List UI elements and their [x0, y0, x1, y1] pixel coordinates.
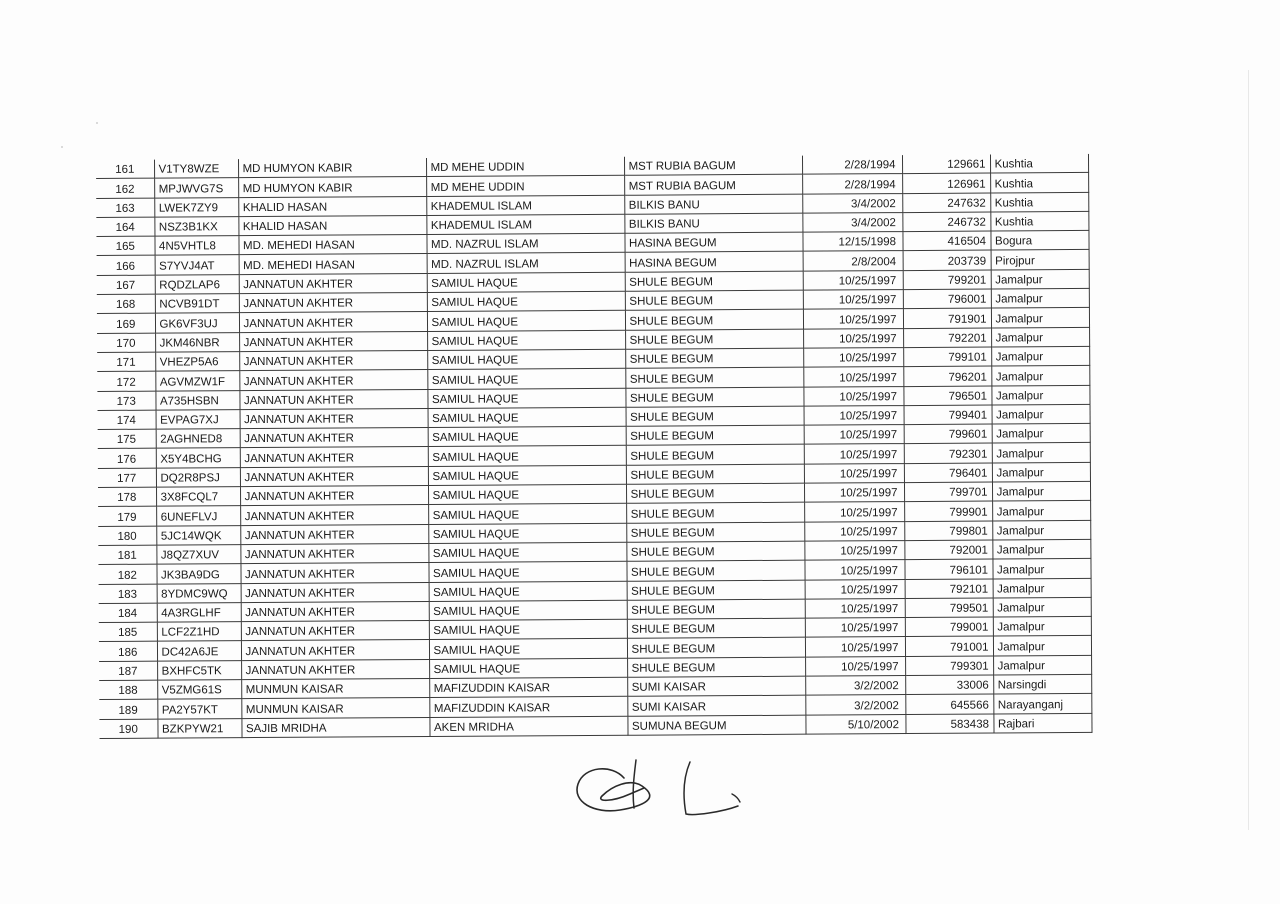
name-cell: SAJIB MRIDHA [241, 717, 429, 737]
district-cell: Jamalpur [993, 617, 1091, 637]
dob-cell: 10/25/1997 [805, 579, 905, 599]
code-cell: 8YDMC9WQ [157, 583, 241, 603]
district-cell: Jamalpur [991, 289, 1089, 309]
district-cell: Jamalpur [993, 655, 1091, 675]
mother-name-cell: SHULE BEGUM [626, 425, 804, 445]
father-name-cell: SAMIUL HAQUE [427, 330, 625, 351]
father-name-cell: MD. NAZRUL ISLAM [427, 253, 625, 274]
records-table-wrapper [96, 154, 1092, 739]
serial-cell: 165 [96, 236, 154, 256]
number-cell: 791001 [905, 636, 993, 656]
father-name-cell: SAMIUL HAQUE [428, 407, 626, 428]
father-name-cell: SAMIUL HAQUE [428, 484, 626, 505]
scan-edge-line [1248, 70, 1249, 830]
code-cell: V1TY8WZE [154, 159, 238, 178]
father-name-cell: SAMIUL HAQUE [427, 311, 625, 332]
serial-cell: 172 [97, 371, 155, 391]
number-cell: 796501 [903, 386, 991, 406]
dob-cell: 10/25/1997 [803, 328, 903, 348]
code-cell: GK6VF3UJ [155, 313, 239, 333]
district-cell: Jamalpur [991, 346, 1089, 366]
father-name-cell: SAMIUL HAQUE [428, 446, 626, 467]
serial-cell: 176 [98, 449, 156, 469]
serial-cell: 177 [98, 468, 156, 488]
name-cell: JANNATUN AKHTER [239, 370, 427, 390]
number-cell: 799301 [905, 656, 993, 676]
serial-cell: 187 [99, 661, 157, 681]
district-cell: Kushtia [990, 173, 1088, 193]
mother-name-cell: SUMI KAISAR [627, 676, 805, 696]
name-cell: JANNATUN AKHTER [240, 408, 428, 428]
dob-cell: 2/28/1994 [802, 155, 902, 174]
name-cell: JANNATUN AKHTER [240, 563, 428, 583]
code-cell: LWEK7ZY9 [154, 197, 238, 217]
father-name-cell: KHADEMUL ISLAM [426, 195, 624, 216]
district-cell: Jamalpur [992, 501, 1090, 521]
name-cell: JANNATUN AKHTER [240, 505, 428, 525]
mother-name-cell: SHULE BEGUM [627, 599, 805, 619]
mother-name-cell: MST RUBIA BAGUM [624, 156, 802, 176]
name-cell: JANNATUN AKHTER [239, 350, 427, 370]
mother-name-cell: HASINA BEGUM [624, 232, 802, 252]
code-cell: 2AGHNED8 [156, 429, 240, 449]
father-name-cell: MD MEHE UDDIN [426, 176, 624, 197]
scan-speck [96, 122, 98, 124]
name-cell: JANNATUN AKHTER [239, 312, 427, 332]
dob-cell: 10/25/1997 [803, 309, 903, 329]
mother-name-cell: SHULE BEGUM [625, 290, 803, 310]
dob-cell: 2/8/2004 [803, 251, 903, 271]
mother-name-cell: BILKIS BANU [624, 194, 802, 214]
dob-cell: 10/25/1997 [804, 521, 904, 541]
father-name-cell: SAMIUL HAQUE [427, 291, 625, 312]
number-cell: 791901 [903, 308, 991, 328]
number-cell: 799601 [904, 424, 992, 444]
dob-cell: 3/4/2002 [802, 212, 902, 232]
district-cell: Jamalpur [991, 385, 1089, 405]
mother-name-cell: SHULE BEGUM [626, 406, 804, 426]
number-cell: 799901 [904, 501, 992, 521]
district-cell: Jamalpur [991, 366, 1089, 386]
number-cell: 792001 [904, 540, 992, 560]
code-cell: PA2Y57KT [157, 699, 241, 719]
name-cell: JANNATUN AKHTER [241, 640, 429, 660]
code-cell: NSZ3B1KX [154, 217, 238, 237]
name-cell: MD HUMYON KABIR [238, 158, 426, 178]
code-cell: 5JC14WQK [156, 525, 240, 545]
mother-name-cell: SHULE BEGUM [627, 618, 805, 638]
name-cell: JANNATUN AKHTER [240, 524, 428, 544]
name-cell: MD. MEHEDI HASAN [239, 254, 427, 274]
code-cell: DC42A6JE [157, 641, 241, 661]
number-cell: 796401 [904, 463, 992, 483]
district-cell: Rajbari [993, 713, 1091, 733]
number-cell: 792101 [905, 579, 993, 599]
serial-cell: 170 [97, 333, 155, 353]
code-cell: V5ZMG61S [157, 680, 241, 700]
number-cell: 583438 [905, 714, 993, 734]
district-cell: Jamalpur [992, 404, 1090, 424]
mother-name-cell: SHULE BEGUM [625, 310, 803, 330]
mother-name-cell: SHULE BEGUM [625, 329, 803, 349]
number-cell: 799001 [905, 617, 993, 637]
mother-name-cell: BILKIS BANU [624, 213, 802, 233]
number-cell: 799401 [904, 405, 992, 425]
dob-cell: 10/25/1997 [805, 656, 905, 676]
serial-cell: 173 [97, 391, 155, 411]
father-name-cell: SAMIUL HAQUE [429, 600, 627, 621]
name-cell: MUNMUN KAISAR [241, 678, 429, 698]
number-cell: 129661 [902, 155, 990, 174]
mother-name-cell: SUMUNA BEGUM [627, 715, 805, 735]
number-cell: 33006 [905, 675, 993, 695]
serial-cell: 162 [96, 178, 154, 198]
number-cell: 416504 [902, 231, 990, 251]
serial-cell: 189 [99, 699, 157, 719]
dob-cell: 10/25/1997 [803, 367, 903, 387]
father-name-cell: MAFIZUDDIN KAISAR [429, 697, 627, 718]
name-cell: MD. MEHEDI HASAN [238, 235, 426, 255]
serial-cell: 171 [97, 352, 155, 372]
name-cell: JANNATUN AKHTER [239, 273, 427, 293]
number-cell: 796201 [903, 366, 991, 386]
name-cell: MD HUMYON KABIR [238, 177, 426, 197]
district-cell: Pirojpur [991, 250, 1089, 270]
serial-cell: 163 [96, 198, 154, 218]
father-name-cell: SAMIUL HAQUE [427, 388, 625, 409]
mother-name-cell: SHULE BEGUM [626, 541, 804, 561]
code-cell: 4A3RGLHF [157, 602, 241, 622]
name-cell: JANNATUN AKHTER [240, 486, 428, 506]
district-cell: Jamalpur [992, 539, 1090, 559]
name-cell: JANNATUN AKHTER [241, 621, 429, 641]
dob-cell: 3/4/2002 [802, 193, 902, 213]
serial-cell: 178 [98, 487, 156, 507]
code-cell: BZKPYW21 [157, 718, 241, 738]
code-cell: RQDZLAP6 [155, 274, 239, 294]
mother-name-cell: SHULE BEGUM [626, 522, 804, 542]
code-cell: BXHFC5TK [157, 660, 241, 680]
name-cell: JANNATUN AKHTER [240, 543, 428, 563]
code-cell: S7YVJ4AT [155, 255, 239, 275]
number-cell: 126961 [902, 173, 990, 193]
code-cell: VHEZP5A6 [155, 352, 239, 372]
serial-cell: 166 [97, 256, 155, 276]
mother-name-cell: SHULE BEGUM [626, 503, 804, 523]
dob-cell: 10/25/1997 [804, 560, 904, 580]
district-cell: Jamalpur [992, 520, 1090, 540]
serial-cell: 190 [99, 719, 157, 739]
name-cell: JANNATUN AKHTER [240, 447, 428, 467]
district-cell: Jamalpur [992, 443, 1090, 463]
serial-cell: 175 [98, 429, 156, 449]
serial-cell: 182 [98, 564, 156, 584]
father-name-cell: SAMIUL HAQUE [427, 369, 625, 390]
father-name-cell: SAMIUL HAQUE [429, 581, 627, 602]
dob-cell: 10/25/1997 [803, 348, 903, 368]
number-cell: 792201 [903, 328, 991, 348]
dob-cell: 10/25/1997 [805, 637, 905, 657]
mother-name-cell: SHULE BEGUM [627, 638, 805, 658]
name-cell: JANNATUN AKHTER [241, 582, 429, 602]
records-table-body [96, 154, 1092, 738]
district-cell: Jamalpur [991, 308, 1089, 328]
serial-cell: 185 [99, 622, 157, 642]
district-cell: Bogura [990, 231, 1088, 251]
father-name-cell: SAMIUL HAQUE [427, 272, 625, 293]
dob-cell: 10/25/1997 [804, 463, 904, 483]
serial-cell: 183 [99, 584, 157, 604]
number-cell: 799201 [903, 270, 991, 290]
serial-cell: 161 [96, 160, 154, 179]
father-name-cell: SAMIUL HAQUE [429, 639, 627, 660]
serial-cell: 169 [97, 314, 155, 334]
dob-cell: 10/25/1997 [804, 502, 904, 522]
number-cell: 792301 [904, 443, 992, 463]
scan-speck [61, 146, 63, 148]
number-cell: 645566 [905, 694, 993, 714]
code-cell: X5Y4BCHG [156, 448, 240, 468]
mother-name-cell: SHULE BEGUM [627, 657, 805, 677]
father-name-cell: SAMIUL HAQUE [428, 465, 626, 486]
name-cell: JANNATUN AKHTER [239, 331, 427, 351]
number-cell: 203739 [903, 251, 991, 271]
dob-cell: 3/2/2002 [805, 695, 905, 715]
code-cell: J8QZ7XUV [156, 545, 240, 565]
mother-name-cell: SHULE BEGUM [626, 464, 804, 484]
father-name-cell: SAMIUL HAQUE [428, 426, 626, 447]
district-cell: Kushtia [990, 211, 1088, 231]
dob-cell: 10/25/1997 [803, 290, 903, 310]
code-cell: JK3BA9DG [156, 564, 240, 584]
serial-cell: 181 [98, 545, 156, 565]
district-cell: Jamalpur [992, 481, 1090, 501]
serial-cell: 179 [98, 506, 156, 526]
mother-name-cell: SHULE BEGUM [626, 483, 804, 503]
mother-name-cell: SHULE BEGUM [627, 580, 805, 600]
code-cell: 6UNEFLVJ [156, 506, 240, 526]
dob-cell: 10/25/1997 [803, 386, 903, 406]
district-cell: Jamalpur [992, 559, 1090, 579]
dob-cell: 10/25/1997 [804, 425, 904, 445]
number-cell: 799701 [904, 482, 992, 502]
number-cell: 796001 [903, 289, 991, 309]
mother-name-cell: SHULE BEGUM [625, 387, 803, 407]
district-cell: Kushtia [990, 154, 1088, 173]
district-cell: Jamalpur [993, 597, 1091, 617]
name-cell: JANNATUN AKHTER [240, 466, 428, 486]
father-name-cell: SAMIUL HAQUE [429, 619, 627, 640]
code-cell: NCVB91DT [155, 294, 239, 314]
district-cell: Kushtia [990, 192, 1088, 212]
district-cell: Narayanganj [993, 694, 1091, 714]
dob-cell: 10/25/1997 [804, 541, 904, 561]
code-cell: DQ2R8PSJ [156, 467, 240, 487]
serial-cell: 184 [99, 603, 157, 623]
name-cell: JANNATUN AKHTER [239, 293, 427, 313]
code-cell: LCF2Z1HD [157, 622, 241, 642]
serial-cell: 188 [99, 680, 157, 700]
code-cell: EVPAG7XJ [156, 409, 240, 429]
serial-cell: 186 [99, 642, 157, 662]
records-table [96, 154, 1092, 739]
district-cell: Jamalpur [991, 327, 1089, 347]
name-cell: JANNATUN AKHTER [240, 428, 428, 448]
code-cell: 3X8FCQL7 [156, 487, 240, 507]
mother-name-cell: SHULE BEGUM [625, 271, 803, 291]
dob-cell: 10/25/1997 [803, 270, 903, 290]
mother-name-cell: SHULE BEGUM [625, 367, 803, 387]
serial-cell: 174 [98, 410, 156, 430]
dob-cell: 12/15/1998 [802, 232, 902, 252]
name-cell: KHALID HASAN [238, 215, 426, 235]
name-cell: MUNMUN KAISAR [241, 698, 429, 718]
father-name-cell: SAMIUL HAQUE [429, 658, 627, 679]
father-name-cell: KHADEMUL ISLAM [426, 214, 624, 235]
serial-cell: 168 [97, 294, 155, 314]
father-name-cell: MD MEHE UDDIN [426, 157, 624, 177]
district-cell: Narsingdi [993, 674, 1091, 694]
name-cell: JANNATUN AKHTER [239, 389, 427, 409]
code-cell: JKM46NBR [155, 332, 239, 352]
father-name-cell: SAMIUL HAQUE [428, 562, 626, 583]
father-name-cell: SAMIUL HAQUE [428, 542, 626, 563]
number-cell: 799101 [903, 347, 991, 367]
serial-cell: 164 [96, 217, 154, 237]
father-name-cell: AKEN MRIDHA [429, 716, 627, 737]
dob-cell: 10/25/1997 [804, 405, 904, 425]
mother-name-cell: SHULE BEGUM [626, 560, 804, 580]
mother-name-cell: SUMI KAISAR [627, 695, 805, 715]
dob-cell: 3/2/2002 [805, 676, 905, 696]
number-cell: 799801 [904, 521, 992, 541]
number-cell: 246732 [902, 212, 990, 232]
mother-name-cell: SHULE BEGUM [625, 348, 803, 368]
mother-name-cell: MST RUBIA BAGUM [624, 174, 802, 194]
code-cell: MPJWVG7S [154, 178, 238, 198]
father-name-cell: SAMIUL HAQUE [427, 349, 625, 370]
code-cell: A735HSBN [155, 390, 239, 410]
name-cell: JANNATUN AKHTER [241, 659, 429, 679]
father-name-cell: SAMIUL HAQUE [428, 523, 626, 544]
district-cell: Jamalpur [992, 424, 1090, 444]
district-cell: Jamalpur [993, 636, 1091, 656]
code-cell: AGVMZW1F [155, 371, 239, 391]
number-cell: 247632 [902, 193, 990, 213]
father-name-cell: MD. NAZRUL ISLAM [426, 233, 624, 254]
dob-cell: 10/25/1997 [805, 598, 905, 618]
mother-name-cell: HASINA BEGUM [625, 252, 803, 272]
name-cell: KHALID HASAN [238, 196, 426, 216]
district-cell: Jamalpur [992, 462, 1090, 482]
district-cell: Jamalpur [993, 578, 1091, 598]
dob-cell: 5/10/2002 [805, 714, 905, 734]
dob-cell: 10/25/1997 [804, 483, 904, 503]
dob-cell: 10/25/1997 [805, 618, 905, 638]
father-name-cell: MAFIZUDDIN KAISAR [429, 677, 627, 698]
handwritten-signature [572, 756, 752, 826]
serial-cell: 180 [98, 526, 156, 546]
number-cell: 796101 [904, 559, 992, 579]
dob-cell: 2/28/1994 [802, 174, 902, 194]
district-cell: Jamalpur [991, 269, 1089, 289]
dob-cell: 10/25/1997 [804, 444, 904, 464]
name-cell: JANNATUN AKHTER [241, 601, 429, 621]
mother-name-cell: SHULE BEGUM [626, 445, 804, 465]
number-cell: 799501 [905, 598, 993, 618]
father-name-cell: SAMIUL HAQUE [428, 504, 626, 525]
code-cell: 4N5VHTL8 [154, 236, 238, 256]
serial-cell: 167 [97, 275, 155, 295]
